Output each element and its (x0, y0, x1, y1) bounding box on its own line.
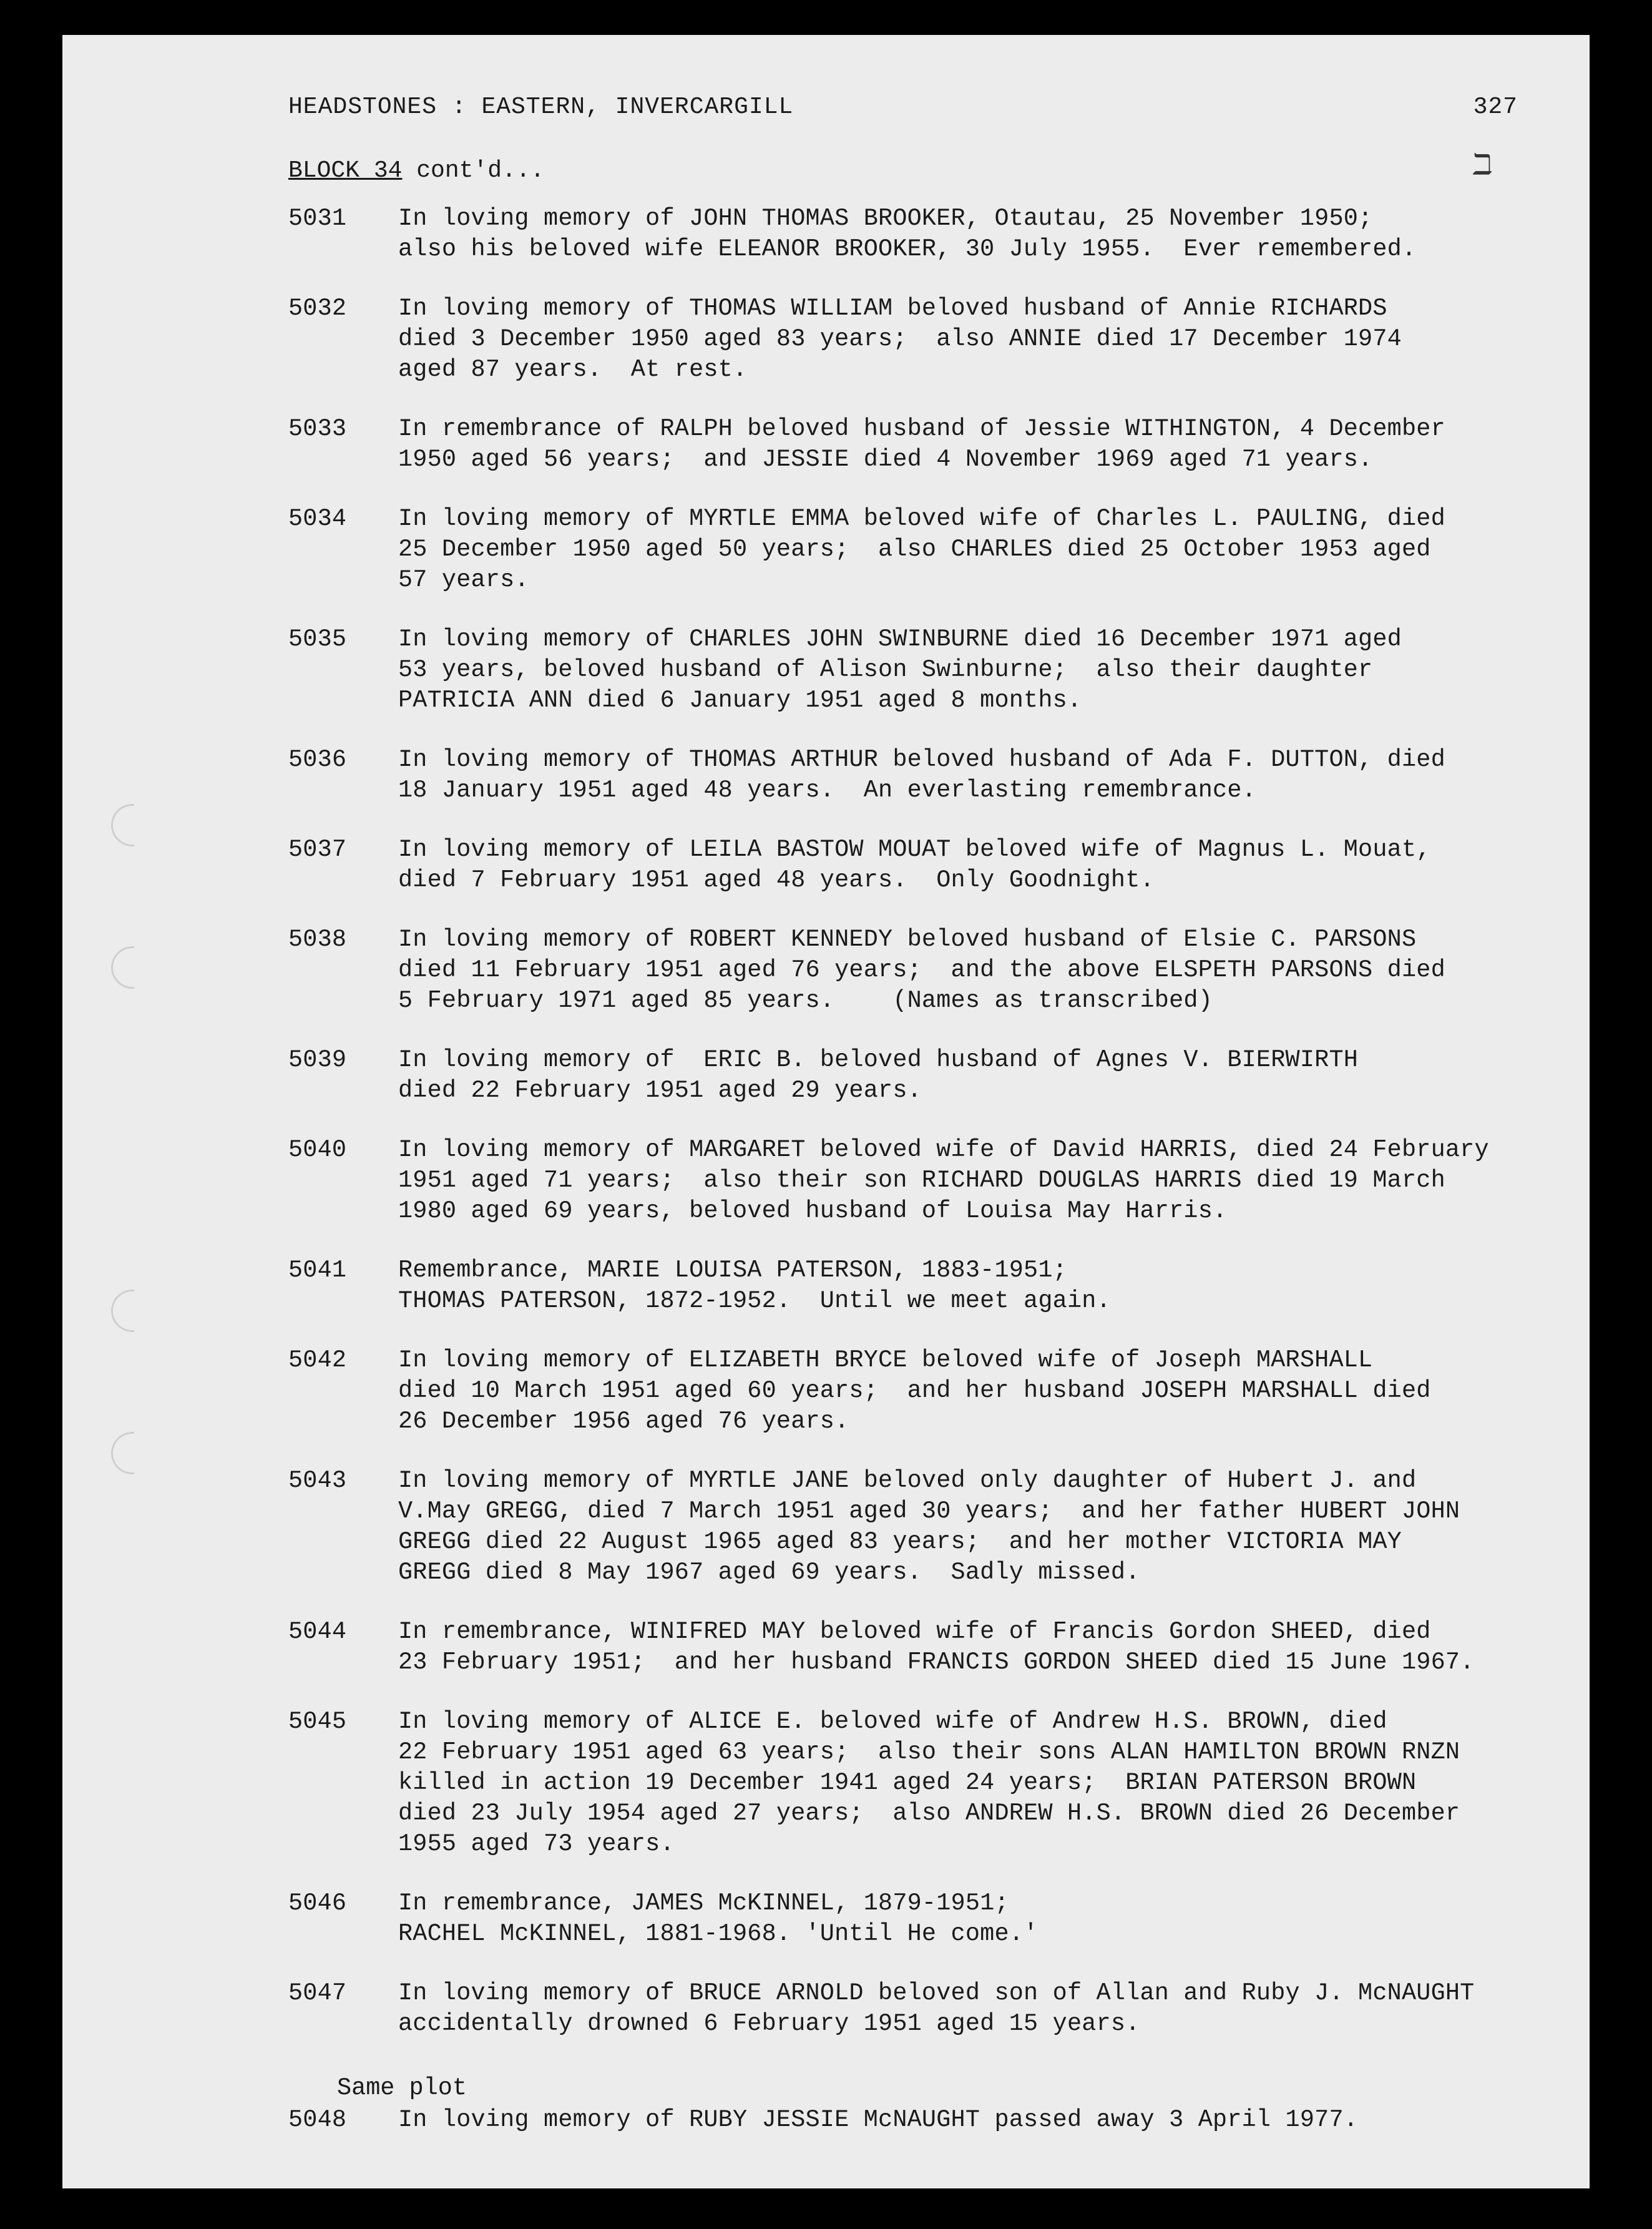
entry (288, 1345, 1590, 1437)
entry-text-line: In loving memory of THOMAS WILLIAM beloved husband of Annie RICHARDS (398, 295, 1387, 322)
entry-text-line: died 23 July 1954 aged 27 years; also ANDREW H.S. BROWN died 26 December (398, 1800, 1460, 1827)
entry-number: 5038 (288, 926, 347, 953)
entry-text-line: died 11 February 1951 aged 76 years; and the above ELSPETH PARSONS died (398, 956, 1445, 984)
block-label: BLOCK 34 (288, 157, 403, 184)
entry-text-line: died 22 February 1951 aged 29 years. (398, 1077, 922, 1104)
entry-text-line: 23 February 1951; and her husband FRANCIS GORDON SHEED died 15 June 1967. (398, 1648, 1475, 1676)
binder-hole (111, 804, 134, 846)
same-plot-note: Same plot (337, 2074, 467, 2102)
entry-number: 5031 (288, 205, 347, 232)
block-continued: cont'd... (402, 157, 545, 184)
entry-number: 5042 (288, 1346, 347, 1374)
entry-text-line: 26 December 1956 aged 76 years. (398, 1408, 849, 1435)
entry-number: 5041 (288, 1257, 347, 1284)
entry (288, 414, 1590, 475)
entry-number: 5036 (288, 746, 347, 773)
entry-number: 5037 (288, 836, 347, 863)
entry (288, 1045, 1590, 1106)
entry-text-line: aged 87 years. At rest. (398, 356, 748, 383)
entry-number: 5032 (288, 295, 347, 322)
entry-text-line: 25 December 1950 aged 50 years; also CHARLES died 25 October 1953 aged (398, 536, 1431, 563)
entry (288, 924, 1590, 1016)
entry-text-line: Remembrance, MARIE LOUISA PATERSON, 1883-1951; (398, 1257, 1067, 1284)
entry-number: 5040 (288, 1136, 347, 1163)
entry (288, 835, 1590, 896)
entry-text-line: In remembrance, JAMES McKINNEL, 1879-1951; (398, 1889, 1009, 1917)
entry-number: 5043 (288, 1467, 347, 1494)
entry-text-line: 53 years, beloved husband of Alison Swinburne; also their daughter (398, 656, 1373, 683)
entry-number: 5035 (288, 625, 347, 653)
entry-text-line: In remembrance, WINIFRED MAY beloved wife of Francis Gordon SHEED, died (398, 1618, 1431, 1645)
entry (288, 1978, 1590, 2039)
entry-text-line: 1955 aged 73 years. (398, 1830, 675, 1858)
entry-text-line: accidentally drowned 6 February 1951 aged 15 years. (398, 2010, 1140, 2037)
entry-text-line: GREGG died 8 May 1967 aged 69 years. Sadly missed. (398, 1559, 1140, 1586)
entry-number: 5044 (288, 1618, 347, 1645)
entry (288, 745, 1590, 806)
entry-number: 5048 (288, 2106, 347, 2133)
entry-text-line: killed in action 19 December 1941 aged 24 years; BRIAN PATERSON BROWN (398, 1769, 1417, 1796)
entry-text-line: 1950 aged 56 years; and JESSIE died 4 November 1969 aged 71 years. (398, 446, 1373, 473)
entry-number: 5039 (288, 1046, 347, 1074)
entry-text-line: also his beloved wife ELEANOR BROOKER, 30 July 1955. Ever remembered. (398, 235, 1417, 263)
entry-text-line: In remembrance of RALPH beloved husband of Jessie WITHINGTON, 4 December (398, 415, 1445, 443)
page-number: 327 (1473, 94, 1518, 120)
entry (288, 1466, 1590, 1588)
entry (288, 203, 1590, 265)
entry (288, 1617, 1590, 1678)
entry-list (288, 203, 1590, 2068)
entry-text-line: In loving memory of ROBERT KENNEDY beloved husband of Elsie C. PARSONS (398, 926, 1417, 953)
entry-text-line: V.May GREGG, died 7 March 1951 aged 30 years; and her father HUBERT JOHN (398, 1497, 1460, 1525)
entry-text-line: 1951 aged 71 years; also their son RICHARD DOUGLAS HARRIS died 19 March (398, 1167, 1445, 1194)
entry (288, 504, 1590, 595)
entry-text-line: THOMAS PATERSON, 1872-1952. Until we meet again. (398, 1287, 1111, 1315)
entry-text-line: 57 years. (398, 566, 529, 594)
entry (288, 1707, 1590, 1859)
entry-text-line: died 10 March 1951 aged 60 years; and her husband JOSEPH MARSHALL died (398, 1377, 1431, 1404)
entry-number: 5046 (288, 1889, 347, 1917)
entry-text-line: In loving memory of MYRTLE EMMA beloved wife of Charles L. PAULING, died (398, 505, 1445, 532)
entry-text-line: In loving memory of THOMAS ARTHUR beloved husband of Ada F. DUTTON, died (398, 746, 1445, 773)
entry-text-line: In loving memory of MYRTLE JANE beloved only daughter of Hubert J. and (398, 1467, 1417, 1494)
entry-text: In loving memory of RUBY JESSIE McNAUGHT passed away 3 April 1977. (398, 2106, 1359, 2133)
entry-text-line: RACHEL McKINNEL, 1881-1968. 'Until He come.' (398, 1920, 1039, 1947)
entry-text-line: GREGG died 22 August 1965 aged 83 years; and her mother VICTORIA MAY (398, 1528, 1402, 1555)
entry-text-line: In loving memory of JOHN THOMAS BROOKER, Otautau, 25 November 1950; (398, 205, 1373, 232)
entry-number: 5047 (288, 1979, 347, 2007)
block-heading (288, 157, 544, 184)
entry-number: 5033 (288, 415, 347, 443)
entry-text-line: In loving memory of ELIZABETH BRYCE beloved wife of Joseph MARSHALL (398, 1346, 1373, 1374)
entry-text-line: In loving memory of LEILA BASTOW MOUAT beloved wife of Magnus L. Mouat, (398, 836, 1431, 863)
pen-mark-icon: ℶ (1473, 150, 1492, 183)
entry (288, 624, 1590, 716)
entry (288, 1888, 1590, 1949)
entry-text-line: 22 February 1951 aged 63 years; also their sons ALAN HAMILTON BROWN RNZN (398, 1738, 1460, 1766)
entry-text-line: In loving memory of BRUCE ARNOLD beloved son of Allan and Ruby J. McNAUGHT (398, 1979, 1475, 2007)
entry-text-line: 1980 aged 69 years, beloved husband of Louisa May Harris. (398, 1197, 1228, 1225)
entry (288, 2105, 1590, 2135)
entry-text-line: PATRICIA ANN died 6 January 1951 aged 8 months. (398, 687, 1082, 714)
entry (288, 1135, 1590, 1227)
entry-text-line: In loving memory of ALICE E. beloved wife of Andrew H.S. BROWN, died (398, 1708, 1387, 1735)
entry-text-line: In loving memory of ERIC B. beloved husband of Agnes V. BIERWIRTH (398, 1046, 1359, 1074)
entry-text-line: In loving memory of CHARLES JOHN SWINBURNE died 16 December 1971 aged (398, 625, 1402, 653)
entry (288, 1255, 1590, 1316)
entry (288, 293, 1590, 385)
page-title: HEADSTONES : EASTERN, INVERCARGILL (288, 94, 794, 120)
entry-number: 5045 (288, 1708, 347, 1735)
entry-text-line: 5 February 1971 aged 85 years. (Names as transcribed) (398, 987, 1213, 1014)
entry-number: 5034 (288, 505, 347, 532)
entry-text-line: 18 January 1951 aged 48 years. An everlasting remembrance. (398, 776, 1256, 804)
binder-hole (111, 1432, 134, 1474)
entry-text-line: died 3 December 1950 aged 83 years; also ANNIE died 17 December 1974 (398, 325, 1402, 353)
binder-hole (111, 1290, 134, 1332)
entry-text-line: died 7 February 1951 aged 48 years. Only Goodnight. (398, 866, 1155, 894)
document-page (62, 35, 1590, 2188)
binder-hole (111, 946, 134, 989)
entry-text-line: In loving memory of MARGARET beloved wife of David HARRIS, died 24 February (398, 1136, 1489, 1163)
